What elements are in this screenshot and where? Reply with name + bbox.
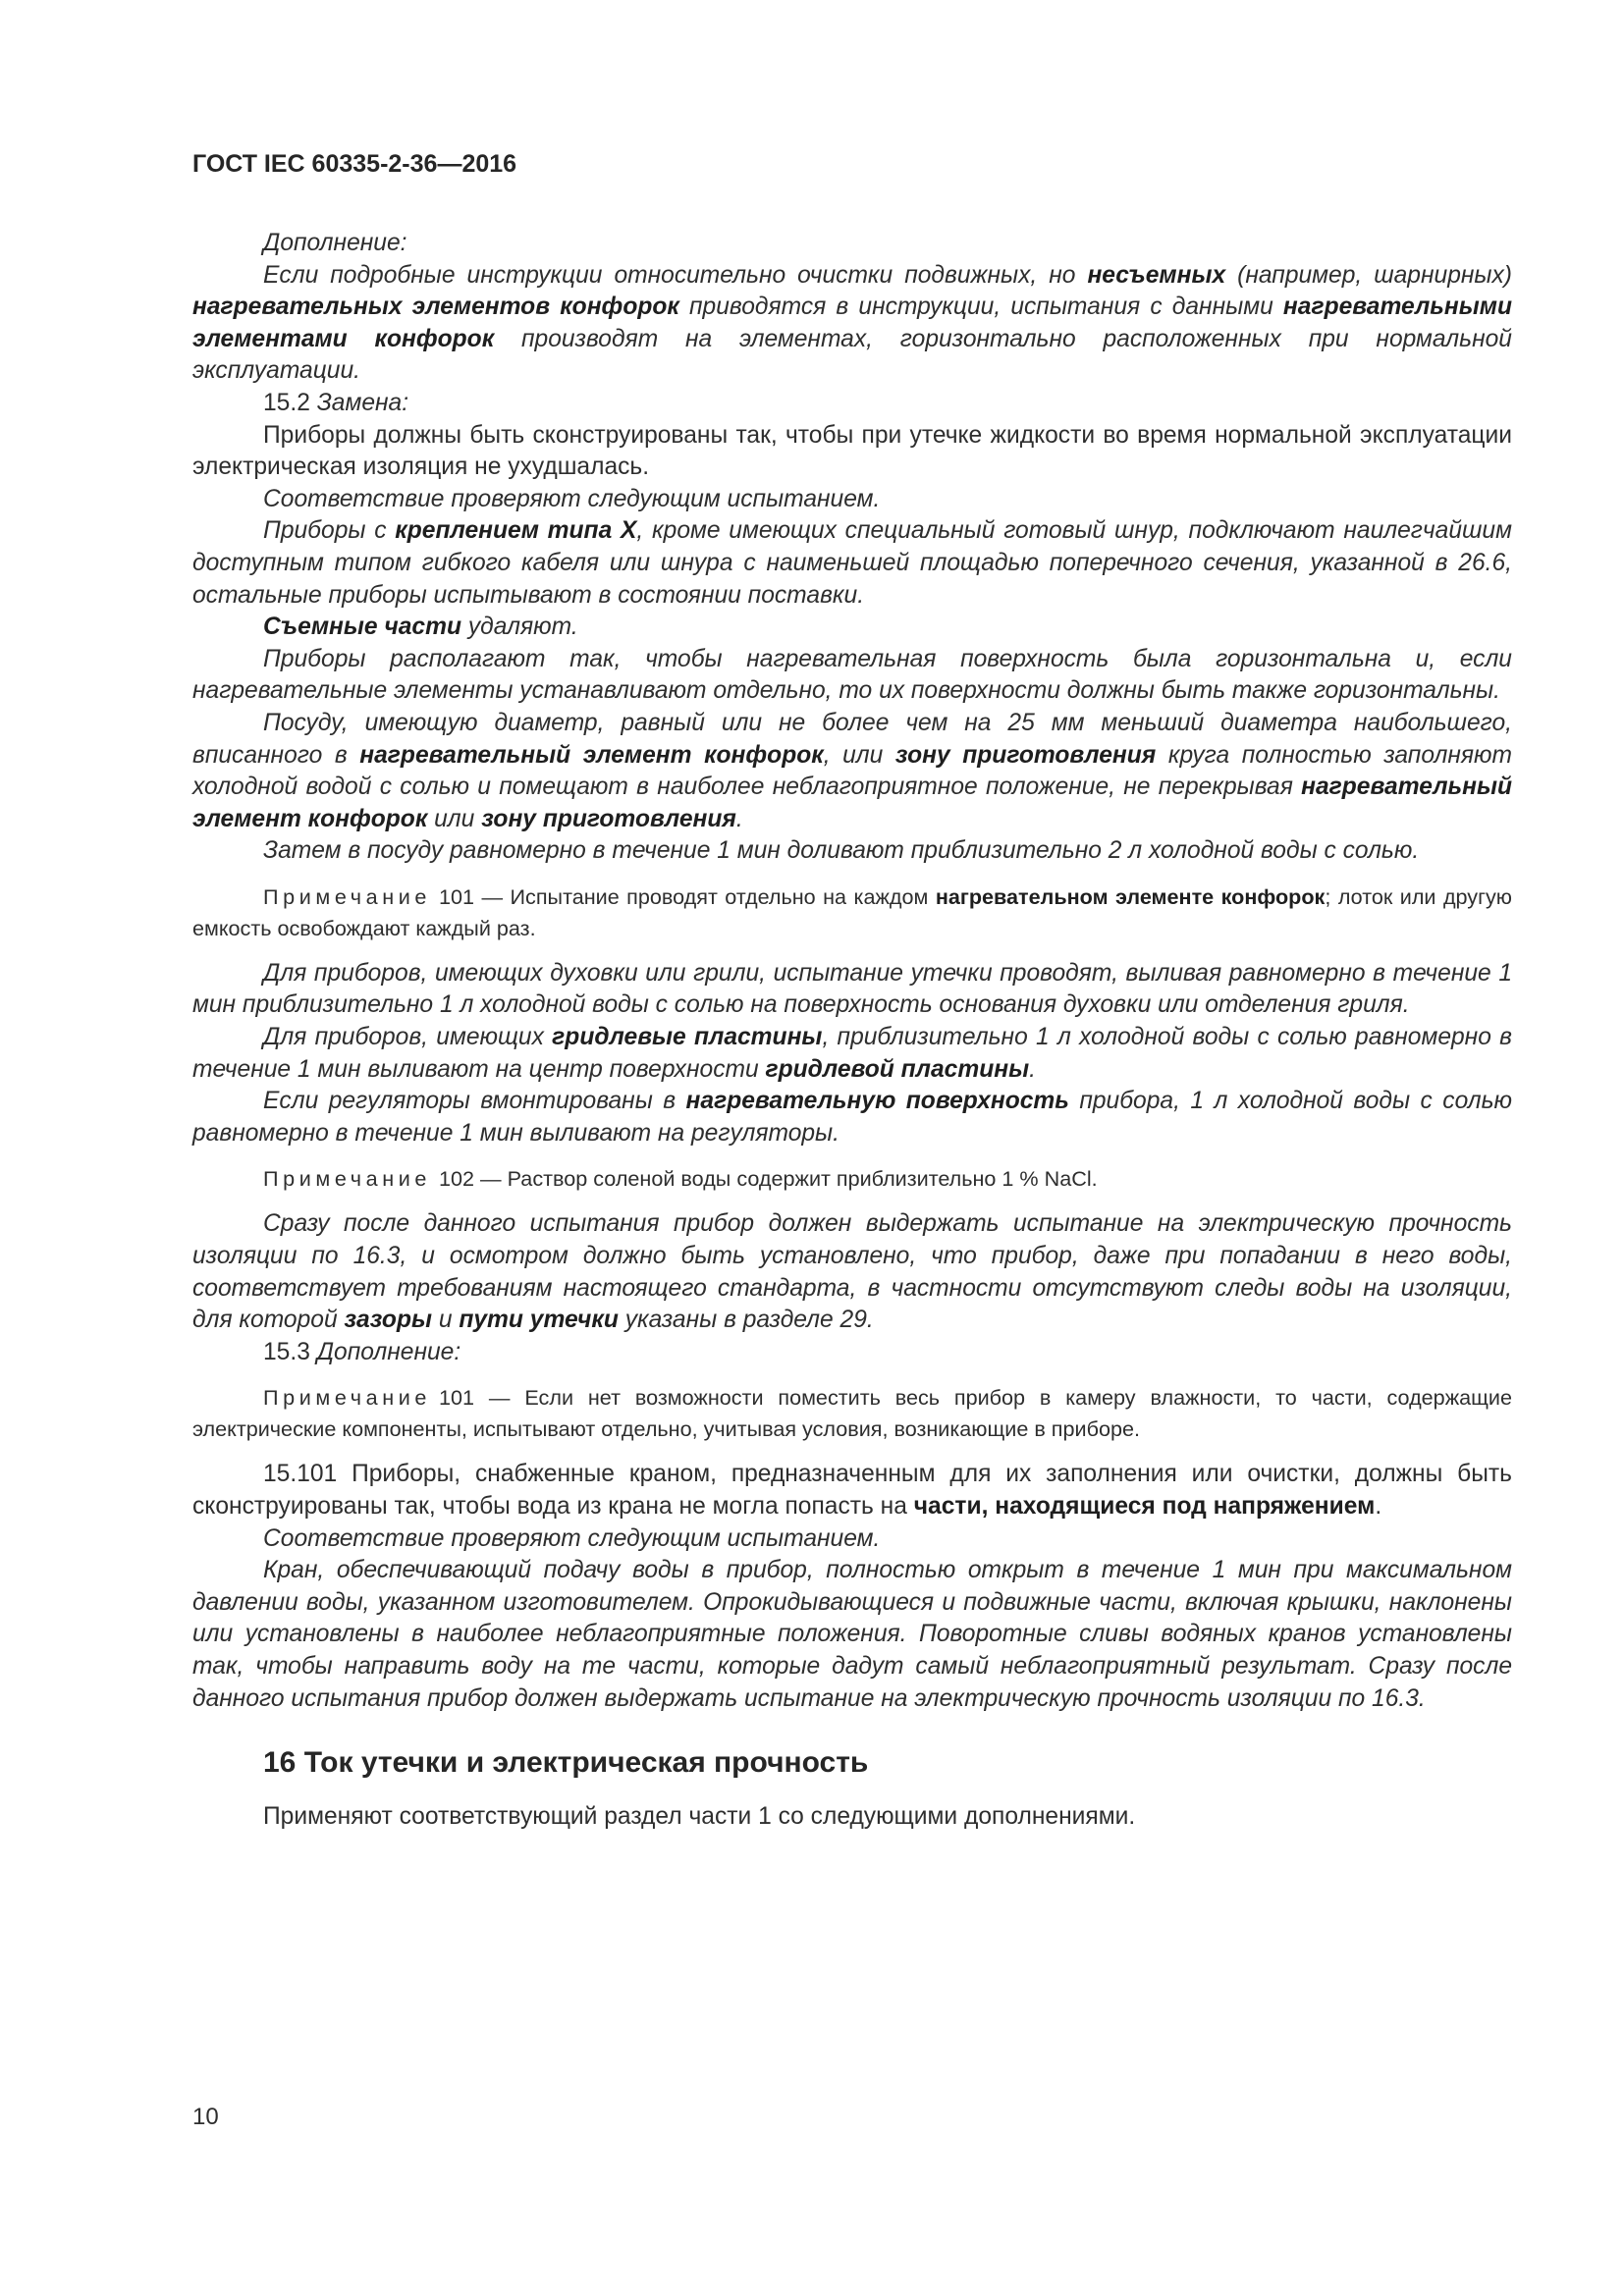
- paragraph-ovens-grills: Для приборов, имеющих духовки или грили, испытание утечки проводят, выливая равномерно в течение 1 мин приблизительно 1 л холодной воды с солью на поверхность основания духовки или отделения гриля.: [192, 959, 1512, 1019]
- note-102: Примечание 102 — Раствор соленой воды содержит приблизительно 1 % NaCl.: [263, 1166, 1098, 1192]
- clause-15-101: 15.101 Приборы, снабженные краном, предназначенным для их заполнения или очистки, должны быть сконструированы так, чтобы вода из крана не могла попасть на части, находящиеся под напряжением.: [192, 1461, 1512, 1520]
- document-header: ГОСТ IEC 60335-2-36—2016: [192, 150, 517, 178]
- paragraph-regulators: Если регуляторы вмонтированы в нагревательную поверхность прибора, 1 л холодной воды с солью равномерно в течение 1 мин выливают на регуляторы.: [192, 1088, 1513, 1147]
- note-101-first: Примечание 101 — Испытание проводят отдельно на каждом нагревательном элементе конфорок; лоток или другую емкость освобождают каждый раз.: [192, 883, 1512, 940]
- section-16-heading: 16 Ток утечки и электрическая прочность: [263, 1746, 869, 1780]
- page-number: 10: [192, 2104, 219, 2130]
- paragraph-detachable-parts: Съемные части удаляют.: [263, 614, 578, 641]
- paragraph-liquid-spill-requirement: Приборы должны быть сконструированы так, чтобы при утечке жидкости во время нормальной эксплуатации электрическая изоляция не ухудшалась.: [192, 421, 1512, 481]
- paragraph-compliance-check: Соответствие проверяют следующим испытанием.: [263, 485, 881, 512]
- paragraph-tap-test: Кран, обеспечивающий подачу воды в прибор, полностью открыт в течение 1 мин при максимальном давлении воды, указанном изготовителем. Опрокидывающиеся и подвижные части, включая крышки, наклонены или установлены в наиболее неблагоприятные положения. Поворотные сливы водяных кранов установлены так, чтобы направить воду на те части, которые дадут самый неблагоприятный результат. Сразу после данного испытания прибор должен выдержать испытание на электрическую прочность изоляции по 16.3.: [192, 1557, 1512, 1712]
- paragraph-section-16-intro: Применяют соответствующий раздел части 1 со следующими дополнениями.: [263, 1803, 1136, 1831]
- paragraph-type-x-attachment: Приборы с креплением типа X, кроме имеющих специальный готовый шнур, подключают наилегчайшим доступным типом гибкого кабеля или шнура с наименьшей площадью поперечного сечения, указанной в 26.6, остальные приборы испытывают в состоянии поставки.: [192, 517, 1512, 609]
- clause-15-2: 15.2 Замена:: [263, 389, 409, 416]
- paragraph-pour-water: Затем в посуду равномерно в течение 1 мин доливают приблизительно 2 л холодной воды с солью.: [263, 837, 1420, 865]
- paragraph-appliance-placement: Приборы располагают так, чтобы нагревательная поверхность была горизонтальна и, если нагревательные элементы устанавливают отдельно, то их поверхности должны быть также горизонтальны.: [192, 645, 1512, 705]
- paragraph-vessel-filling: Посуду, имеющую диаметр, равный или не более чем на 25 мм меньший диаметра наибольшего, вписанного в нагревательный элемент конфорок, или зону приготовления круга полностью заполняют холодной водой с солью и помещают в наиболее неблагоприятное положение, не перекрывая нагревательный элемент конфорок или зону приготовления.: [192, 709, 1512, 832]
- paragraph-griddle-plates: Для приборов, имеющих гридлевые пластины, приблизительно 1 л холодной воды с солью равномерно в течение 1 мин выливают на центр поверхности гридлевой пластины.: [192, 1024, 1512, 1083]
- clause-15-3: 15.3 Дополнение:: [263, 1338, 461, 1365]
- paragraph-cleaning-instructions: Если подробные инструкции относительно очистки подвижных, но несъемных (например, шарнирных) нагревательных элементов конфорок приводятся в инструкции, испытания с данными нагревательными элементами конфорок производят на элементах, горизонтально расположенных при нормальной эксплуатации.: [192, 261, 1512, 385]
- paragraph-addition: Дополнение:: [263, 230, 407, 256]
- paragraph-electric-strength-after-test: Сразу после данного испытания прибор должен выдержать испытание на электрическую прочность изоляции по 16.3, и осмотром должно быть установлено, что прибор, даже при попадании в него воды, соответствует требованиям настоящего стандарта, в частности отсутствуют следы воды на изоляции, для которой зазоры и пути утечки указаны в разделе 29.: [192, 1210, 1512, 1334]
- note-101-second: Примечание 101 — Если нет возможности поместить весь прибор в камеру влажности, то части, содержащие электрические компоненты, испытывают отдельно, учитывая условия, возникающие в приборе.: [192, 1385, 1512, 1442]
- document-body: [192, 228, 1512, 1834]
- paragraph-compliance-check-2: Соответствие проверяют следующим испытанием.: [263, 1524, 881, 1552]
